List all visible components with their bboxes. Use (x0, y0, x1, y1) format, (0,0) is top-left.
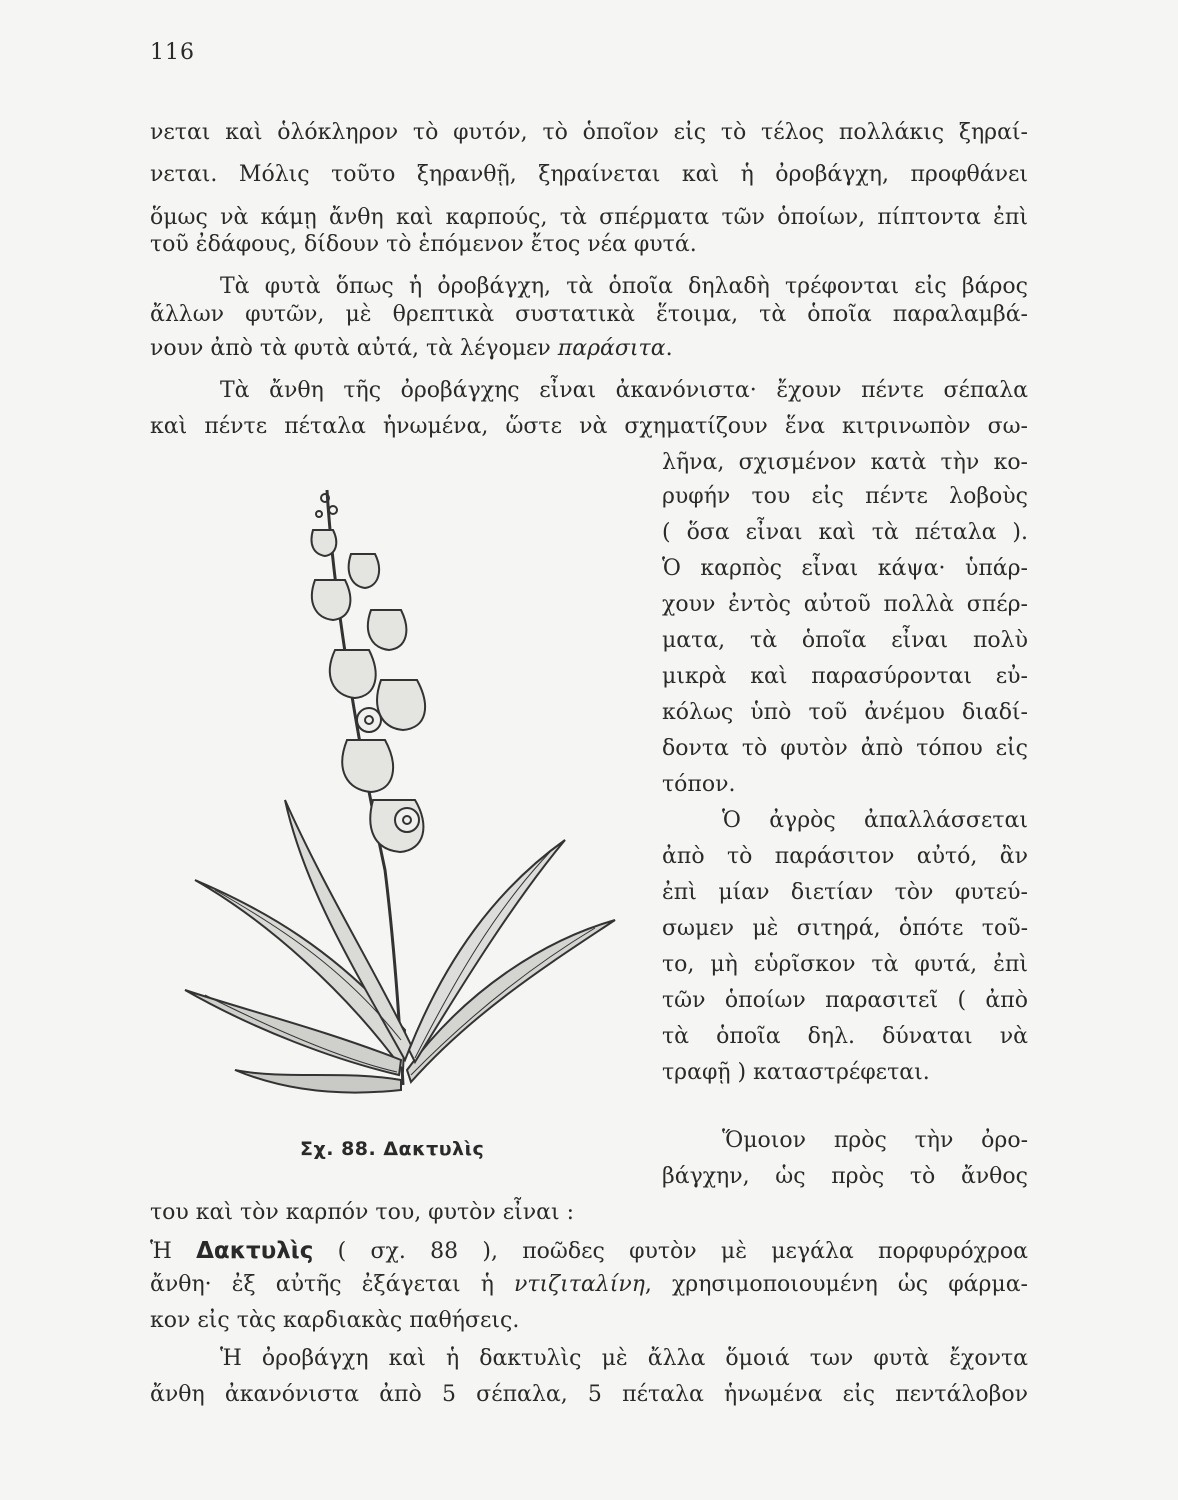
text-line: χουν ἐντὸς αὐτοῦ πολλὰ σπέρ- (662, 592, 1028, 617)
text-line: τόπον. (662, 772, 736, 797)
text-line (150, 1236, 1028, 1267)
text-span: ( σχ. 88 ), ποῶδες φυτὸν μὲ μεγάλα πορφυρόχροα (313, 1239, 1028, 1264)
page-number: 116 (150, 40, 195, 65)
text-line: κόλως ὑπὸ τοῦ ἀνέμου διαδί- (662, 700, 1028, 725)
text-line: ρυφήν του εἰς πέντε λοβοὺς (662, 484, 1028, 509)
text-line: Τὰ ἄνθη τῆς ὀροβάγχης εἶναι ἀκανόνιστα· ἔχουν πέντε σέπαλα (220, 378, 1028, 403)
text-span: , χρησιμοποιουμένη ὡς φάρμα- (644, 1272, 1028, 1297)
text-line: Ὁ καρπὸς εἶναι κάψα· ὑπάρ- (662, 556, 1028, 581)
text-line: τὰ ὁποῖα δηλ. δύναται νὰ (662, 1024, 1028, 1049)
text-line: λῆνα, σχισμένον κατὰ τὴν κο- (662, 450, 1028, 475)
text-line: Ἡ ὀροβάγχη καὶ ἡ δακτυλὶς μὲ ἄλλα ὅμοιά των φυτὰ ἔχοντα (220, 1346, 1028, 1371)
text-line: ὅμως νὰ κάμῃ ἄνθη καὶ καρπούς, τὰ σπέρματα τῶν ὁποίων, πίπτοντα ἐπὶ (150, 205, 1028, 230)
text-line: τοῦ ἐδάφους, δίδουν τὸ ἑπόμενον ἔτος νέα φυτά. (150, 232, 697, 257)
text-line: ἄλλων φυτῶν, μὲ θρεπτικὰ συστατικὰ ἕτοιμα, τὰ ὁποῖα παραλαμβά- (150, 302, 1028, 327)
text-line: νεται καὶ ὁλόκληρον τὸ φυτόν, τὸ ὁποῖον εἰς τὸ τέλος πολλάκις ξηραί- (150, 120, 1028, 145)
text-line: δοντα τὸ φυτὸν ἀπὸ τόπου εἰς (662, 736, 1028, 761)
text-line: βάγχην, ὡς πρὸς τὸ ἄνθος (662, 1164, 1028, 1189)
text-line: τραφῇ ) καταστρέφεται. (662, 1060, 930, 1085)
text-line: το, μὴ εὑρῖσκον τὰ φυτά, ἐπὶ (662, 952, 1028, 977)
term-parasites: παράσιτα (557, 336, 666, 361)
term-digitalis: Δακτυλὶς (196, 1238, 314, 1264)
text-span: ἄνθη· ἐξ αὐτῆς ἐξάγεται ἡ (150, 1272, 515, 1297)
text-line: Ὅμοιον πρὸς τὴν ὀρο- (722, 1128, 1028, 1153)
text-line: νεται. Μόλις τοῦτο ξηρανθῇ, ξηραίνεται καὶ ἡ ὀροβάγχη, προφθάνει (150, 162, 1028, 187)
text-line: κον εἰς τὰς καρδιακὰς παθήσεις. (150, 1308, 520, 1333)
text-line: ἄνθη ἀκανόνιστα ἀπὸ 5 σέπαλα, 5 πέταλα ἡνωμένα εἰς πεντάλοβον (150, 1382, 1028, 1407)
text-line: μικρὰ καὶ παρασύρονται εὐ- (662, 664, 1028, 689)
text-line: ἐπὶ μίαν διετίαν τὸν φυτεύ- (662, 880, 1028, 905)
text-line: τῶν ὁποίων παρασιτεῖ ( ἀπὸ (662, 988, 1028, 1013)
term-digitalin: ντιζιταλίνη (514, 1272, 645, 1297)
text-line: Τὰ φυτὰ ὅπως ἡ ὀροβάγχη, τὰ ὁποῖα δηλαδὴ τρέφονται εἰς βάρος (220, 274, 1028, 299)
text-span: . (665, 336, 673, 361)
text-line: καὶ πέντε πέταλα ἡνωμένα, ὥστε νὰ σχηματίζουν ἕνα κιτρινωπὸν σω- (150, 414, 1028, 439)
figure-caption: Σχ. 88. Δακτυλὶς (300, 1138, 485, 1160)
text-line: ματα, τὰ ὁποῖα εἶναι πολὺ (662, 628, 1028, 653)
text-line (150, 334, 1028, 364)
text-line (150, 1270, 1028, 1300)
text-line: Ὁ ἀγρὸς ἀπαλλάσσεται (722, 808, 1028, 833)
text-span: Ἡ (150, 1239, 197, 1264)
text-line: ( ὅσα εἶναι καὶ τὰ πέταλα ). (662, 520, 1028, 545)
foxglove-illustration (175, 470, 625, 1100)
text-line: του καὶ τὸν καρπόν του, φυτὸν εἶναι : (150, 1200, 575, 1225)
text-line: σωμεν μὲ σιτηρά, ὁπότε τοῦ- (662, 916, 1028, 941)
text-span: νουν ἀπὸ τὰ φυτὰ αὐτά, τὰ λέγομεν (150, 336, 558, 361)
text-line: ἀπὸ τὸ παράσιτον αὐτό, ἂν (662, 844, 1028, 869)
